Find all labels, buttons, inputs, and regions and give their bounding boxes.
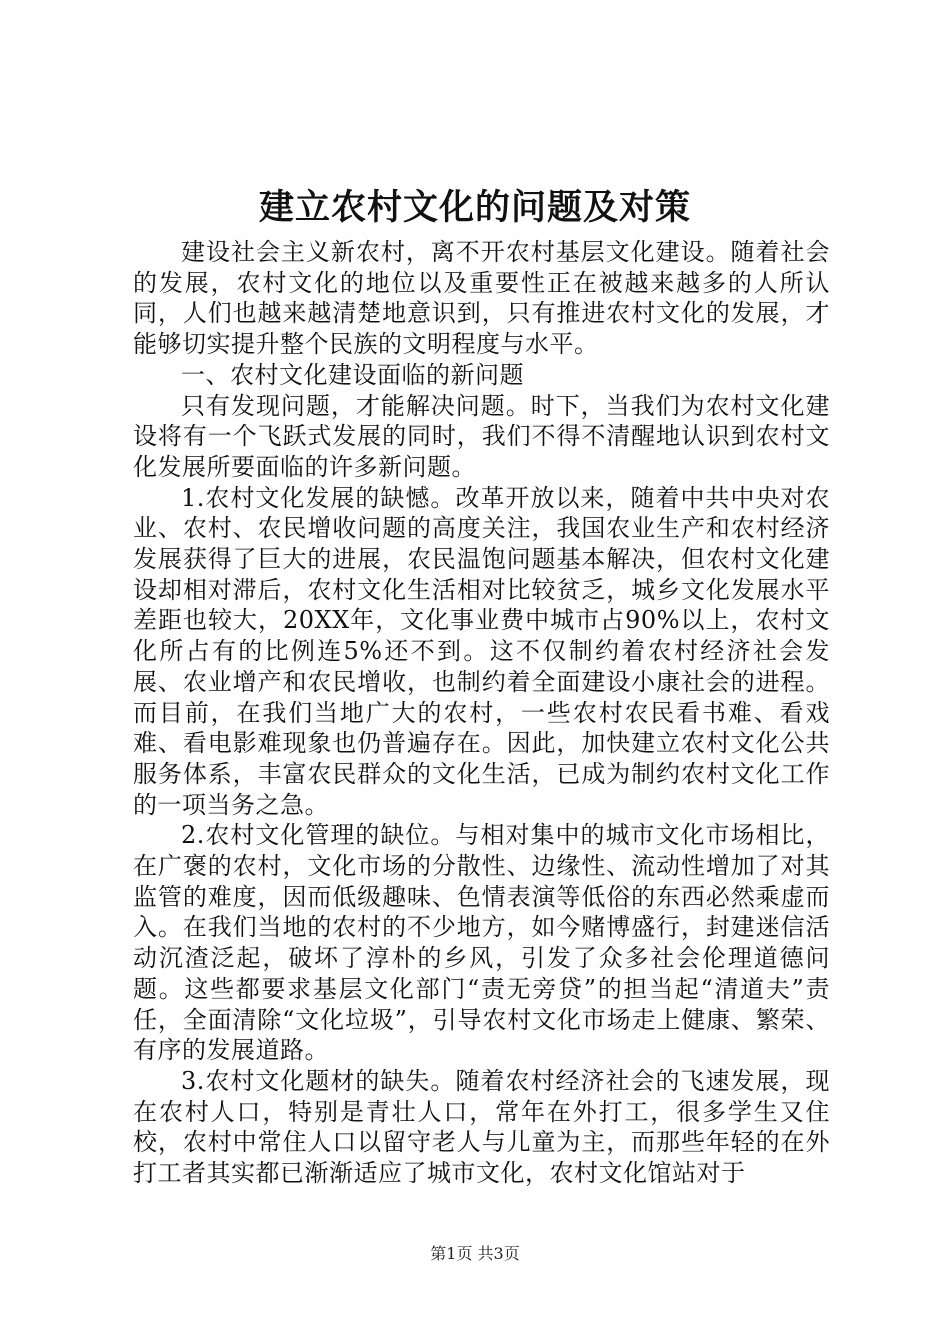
page-footer: 第1页 共3页 (430, 1244, 520, 1263)
paragraph-point-2: 2.农村文化管理的缺位。与相对集中的城市文化市场相比，在广褒的农村，文化市场的分散性、边缘性、流动性增加了对其监管的难度，因而低级趣味、色情表演等低俗的东西必然乘虚而入。在我们当地的农村的不少地方，如今赌博盛行，封建迷信活动沉渣泛起，破坏了淳朴的乡风，引发了众多社会伦理道德问题。这些都要求基层文化部门“责无旁贷”的担当起“清道夫”责任，全面清除“文化垃圾”，引导农村文化市场走上健康、繁荣、有序的发展道路。 (133, 821, 830, 1065)
section-heading: 一、农村文化建设面临的新问题 (181, 360, 524, 389)
document-body (133, 237, 830, 1189)
paragraph-intro: 建设社会主义新农村，离不开农村基层文化建设。随着社会的发展，农村文化的地位以及重要性正在被越来越多的人所认同，人们也越来越清楚地意识到，只有推进农村文化的发展，才能够切实提升整个民族的文明程度与水平。 (133, 238, 830, 359)
paragraph-point-1: 1.农村文化发展的缺憾。改革开放以来，随着中共中央对农业、农村、农民增收问题的高度关注，我国农业生产和农村经济发展获得了巨大的进展，农民温饱问题基本解决，但农村文化建设却相对滞后，农村文化生活相对比较贫乏，城乡文化发展水平差距也较大，20XX年，文化事业费中城市占90%以上，农村文化所占有的比例连5%还不到。这不仅制约着农村经济社会发展、农业增产和农民增收，也制约着全面建设小康社会的进程。而目前，在我们当地广大的农村，一些农村农民看书难、看戏难、看电影难现象也仍普遍存在。因此，加快建立农村文化公共服务体系，丰富农民群众的文化生活，已成为制约农村文化工作的一项当务之急。 (133, 483, 830, 819)
document-title: 建立农村文化的问题及对策 (258, 187, 691, 228)
paragraph-point-3: 3.农村文化题材的缺失。随着农村经济社会的飞速发展，现在农村人口，特别是青壮人口，常年在外打工，很多学生又住校，农村中常住人口以留守老人与儿童为主，而那些年轻的在外打工者其实都已渐渐适应了城市文化，农村文化馆站对于 (133, 1066, 830, 1188)
paragraph-section-intro: 只有发现问题，才能解决问题。时下，当我们为农村文化建设将有一个飞跃式发展的同时，我们不得不清醒地认识到农村文化发展所要面临的许多新问题。 (133, 391, 830, 481)
